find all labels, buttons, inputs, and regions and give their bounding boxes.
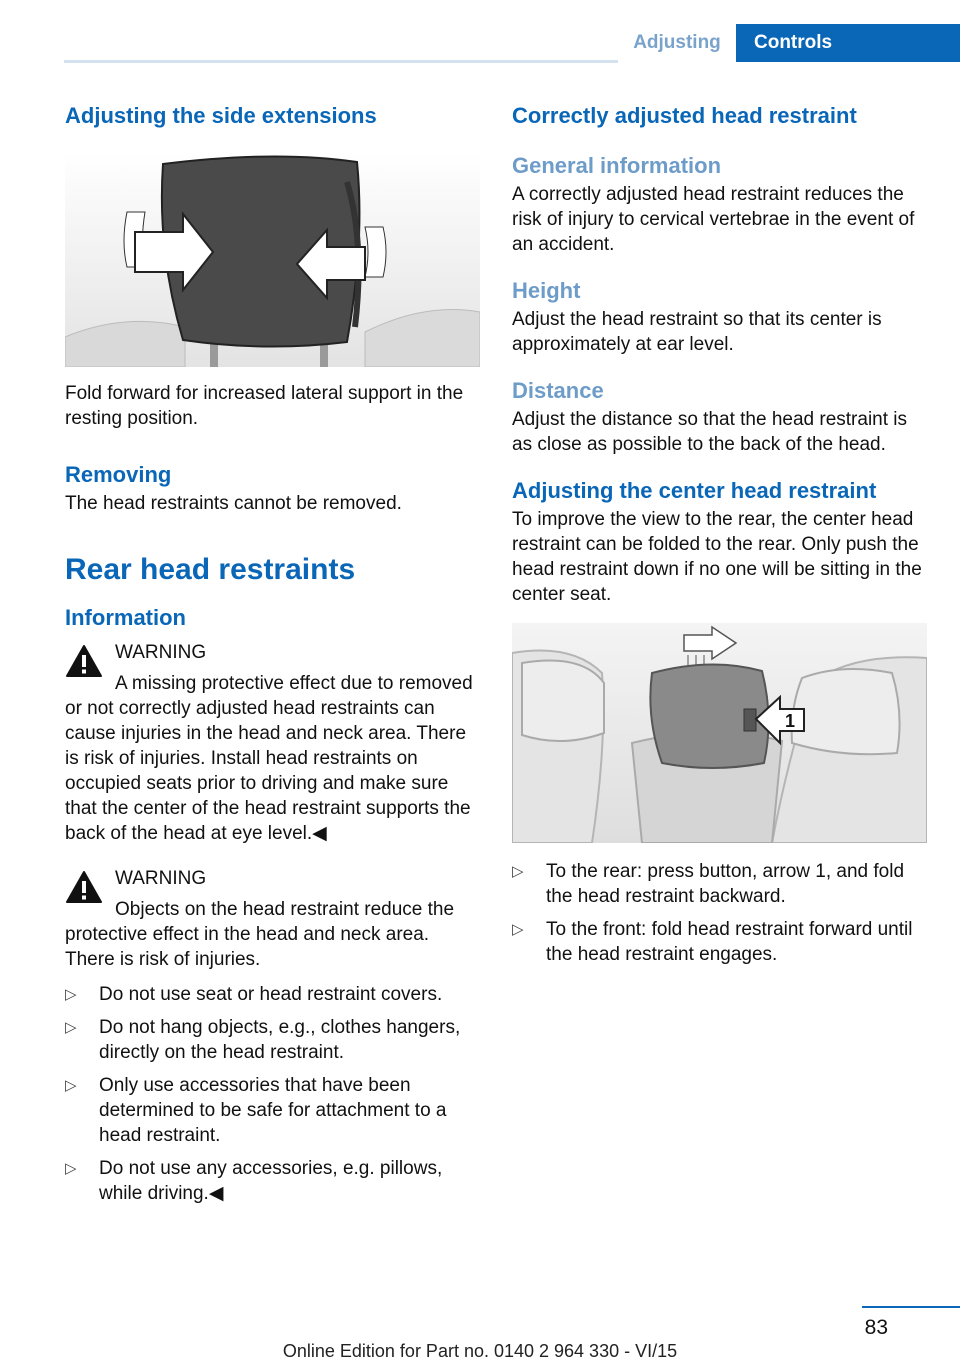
list-item-text: Do not use any accessories, e.g. pillows, while driving.◀ [99,1158,443,1204]
list-item [65,1073,480,1148]
list-item [65,1156,480,1206]
height-text: Adjust the head restraint so that its center is approximately at ear level. [512,309,882,355]
left-column [65,102,480,1214]
information-heading: Information [65,605,186,630]
bullet-triangle-icon: ▷ [512,921,524,938]
warning-triangle-icon [65,644,103,678]
list-item [512,859,932,909]
list-item-text: To the front: fold head restraint forward until the head restraint engages. [546,919,913,965]
bullet-triangle-icon: ▷ [65,1077,77,1094]
header-rule [64,60,618,63]
header-section: Adjusting [633,32,721,53]
bullet-triangle-icon: ▷ [512,863,524,880]
footer-rule [862,1306,960,1308]
warning-2 [65,866,480,972]
warning-1-text: A missing protective effect due to removed or not correctly adjusted head restraints can cause injuries in the head and neck area. There is risk of injuries. Install head restraints on occupied seats prior to driving and make sure that the center of the head restraint supports the back of the head at eye level.◀ [65,673,473,844]
footer-edition: Online Edition for Part no. 0140 2 964 330 - VI/15 [282,1341,678,1361]
list-item-text: Do not use seat or head restraint covers. [99,984,443,1005]
list-item [512,917,932,967]
list-item-text: Do not hang objects, e.g., clothes hangers, directly on the head restraint. [99,1017,461,1063]
center-restraint-heading: Adjusting the center head restraint [512,478,877,503]
warning-1 [65,640,480,846]
height-heading: Height [512,278,581,303]
rear-head-restraints-heading: Rear head restraints [65,553,356,586]
page-number: 83 [864,1316,888,1339]
center-restraint-text: To improve the view to the rear, the center head restraint can be folded to the rear. Only push the head restraint down if no one will be sitting in the center seat. [512,509,922,605]
bullet-triangle-icon: ▷ [65,1019,77,1036]
warning-2-list [65,982,480,1206]
side-extensions-text: Fold forward for increased lateral support in the resting position. [65,383,464,429]
center-restraint-list [512,859,932,967]
correctly-adjusted-heading: Correctly adjusted head restraint [512,103,857,128]
warning-triangle-icon [65,870,103,904]
side-extensions-figure [65,152,480,367]
center-restraint-figure [512,623,927,843]
warning-1-label: WARNING [115,642,207,663]
bullet-triangle-icon: ▷ [65,986,77,1003]
general-information-text: A correctly adjusted head restraint reduces the risk of injury to cervical vertebrae in the event of an accident. [512,184,915,255]
list-item [65,982,480,1007]
bullet-triangle-icon: ▷ [65,1160,77,1177]
distance-text: Adjust the distance so that the head restraint is as close as possible to the back of the head. [512,409,908,455]
general-information-heading: General information [512,153,722,178]
removing-text: The head restraints cannot be removed. [65,493,402,514]
list-item-text: To the rear: press button, arrow 1, and fold the head restraint backward. [546,861,905,907]
warning-2-label: WARNING [115,868,207,889]
side-extensions-heading: Adjusting the side extensions [65,103,377,128]
right-column [512,102,932,975]
warning-2-text: Objects on the head restraint reduce the protective effect in the head and neck area. There is risk of injuries. [65,899,455,970]
removing-heading: Removing [65,462,172,487]
list-item [65,1015,480,1065]
figure-callout-label: 1 [784,711,796,731]
list-item-text: Only use accessories that have been determined to be safe for attachment to a head restraint. [99,1075,447,1146]
header-chapter: Controls [736,24,960,62]
distance-heading: Distance [512,378,604,403]
